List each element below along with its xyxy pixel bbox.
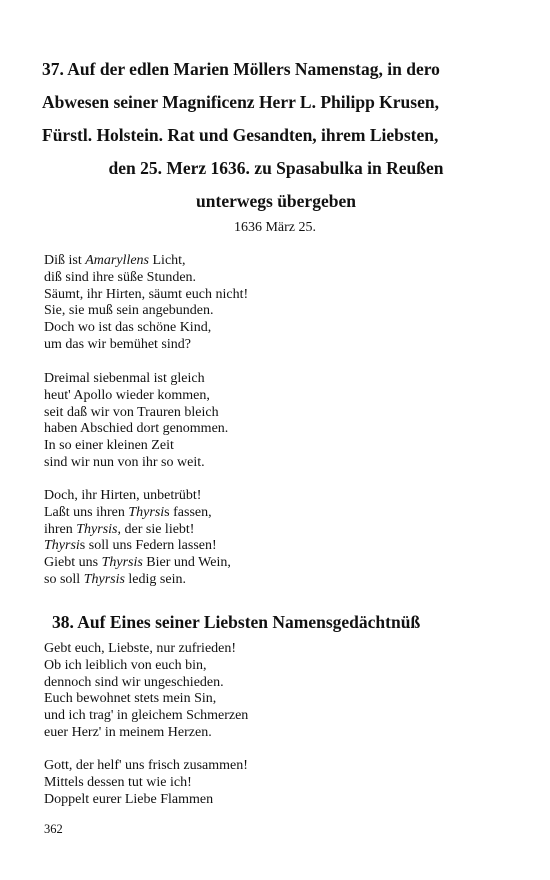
poem-37-title-line: den 25. Merz 1636. zu Spasabulka in Reußen [108, 158, 444, 178]
poem-38-stanza-1 [44, 641, 248, 742]
poem-37-stanza-2 [44, 371, 228, 472]
verse-text: Laßt uns ihren [44, 504, 129, 520]
verse-line: Gebt euch, Liebste, nur zufrieden! [44, 641, 237, 656]
verse-line: Sie, sie muß sein angebunden. [44, 303, 214, 319]
verse-line: Ob ich leiblich von euch bin, [44, 657, 207, 673]
verse-line: dennoch sind wir ungeschieden. [44, 674, 224, 690]
verse-line [44, 555, 231, 572]
verse-line: um das wir bemühet sind? [44, 336, 191, 352]
verse-line: Gott, der helf' uns frisch zusammen! [44, 758, 248, 773]
verse-line: heut' Apollo wieder kommen, [44, 387, 210, 403]
poem-38-stanza-2 [44, 758, 248, 808]
verse-italic-name: Thyrsis [101, 555, 143, 571]
verse-italic-name: Thyrsis [76, 521, 118, 537]
verse-line: Euch bewohnet stets mein Sin, [44, 691, 217, 707]
poem-37-title-line: 37. Auf der edlen Marien Möllers Namenstag, in dero [42, 59, 440, 79]
verse-line: Doppelt eurer Liebe Flammen [44, 791, 214, 807]
poem-37-title-line: unterwegs übergeben [196, 191, 356, 211]
verse-italic-name: Thyrsi [44, 538, 80, 554]
verse-line: In so einer kleinen Zeit [44, 438, 174, 454]
verse-line: Dreimal siebenmal ist gleich [44, 371, 205, 386]
verse-line [44, 522, 231, 539]
poem-37-title-line: Fürstl. Holstein. Rat und Gesandten, ihrem Liebsten, [42, 125, 439, 145]
verse-line [44, 538, 231, 555]
poem-37-date: 1636 März 25. [233, 220, 317, 235]
verse-line: diß sind ihre süße Stunden. [44, 269, 197, 285]
verse-line [44, 572, 231, 589]
poem-37-stanza-1 [44, 253, 248, 354]
verse-text: s soll uns Federn lassen! [79, 538, 217, 554]
verse-text: Diß ist [44, 253, 86, 268]
verse-text: Licht, [149, 253, 186, 268]
verse-line [44, 505, 231, 522]
verse-line: Säumt, ihr Hirten, säumt euch nicht! [44, 286, 249, 302]
page-number: 362 [44, 822, 63, 836]
verse-text: ihren [44, 521, 77, 537]
poem-37-title [42, 59, 510, 224]
verse-line: und ich trag' in gleichem Schmerzen [44, 708, 249, 724]
verse-text: so soll [44, 571, 84, 587]
verse-line: Doch wo ist das schöne Kind, [44, 320, 212, 336]
verse-line: Mittels dessen tut wie ich! [44, 774, 192, 790]
verse-line: haben Abschied dort genommen. [44, 421, 229, 437]
verse-line: euer Herz' in meinem Herzen. [44, 724, 212, 740]
verse-text: Bier und Wein, [142, 555, 231, 571]
verse-text: Giebt uns [44, 555, 102, 571]
verse-text: , der sie liebt! [117, 521, 195, 537]
verse-italic-name: Amaryllens [85, 253, 149, 268]
verse-line: sind wir nun von ihr so weit. [44, 454, 205, 470]
poem-37-title-line: Abwesen seiner Magnificenz Herr L. Philipp Krusen, [42, 92, 439, 112]
verse-italic-name: Thyrsis [83, 571, 125, 587]
poem-38-title: 38. Auf Eines seiner Liebsten Namensgedächtnüß [52, 612, 421, 632]
poem-37-stanza-3 [44, 488, 231, 589]
verse-line: Doch, ihr Hirten, unbetrübt! [44, 488, 202, 503]
verse-text: ledig sein. [124, 571, 186, 587]
verse-line: seit daß wir von Trauren bleich [44, 404, 219, 420]
verse-italic-name: Thyrsi [128, 504, 165, 520]
verse-line [44, 253, 248, 270]
verse-text: s fassen, [164, 504, 212, 520]
